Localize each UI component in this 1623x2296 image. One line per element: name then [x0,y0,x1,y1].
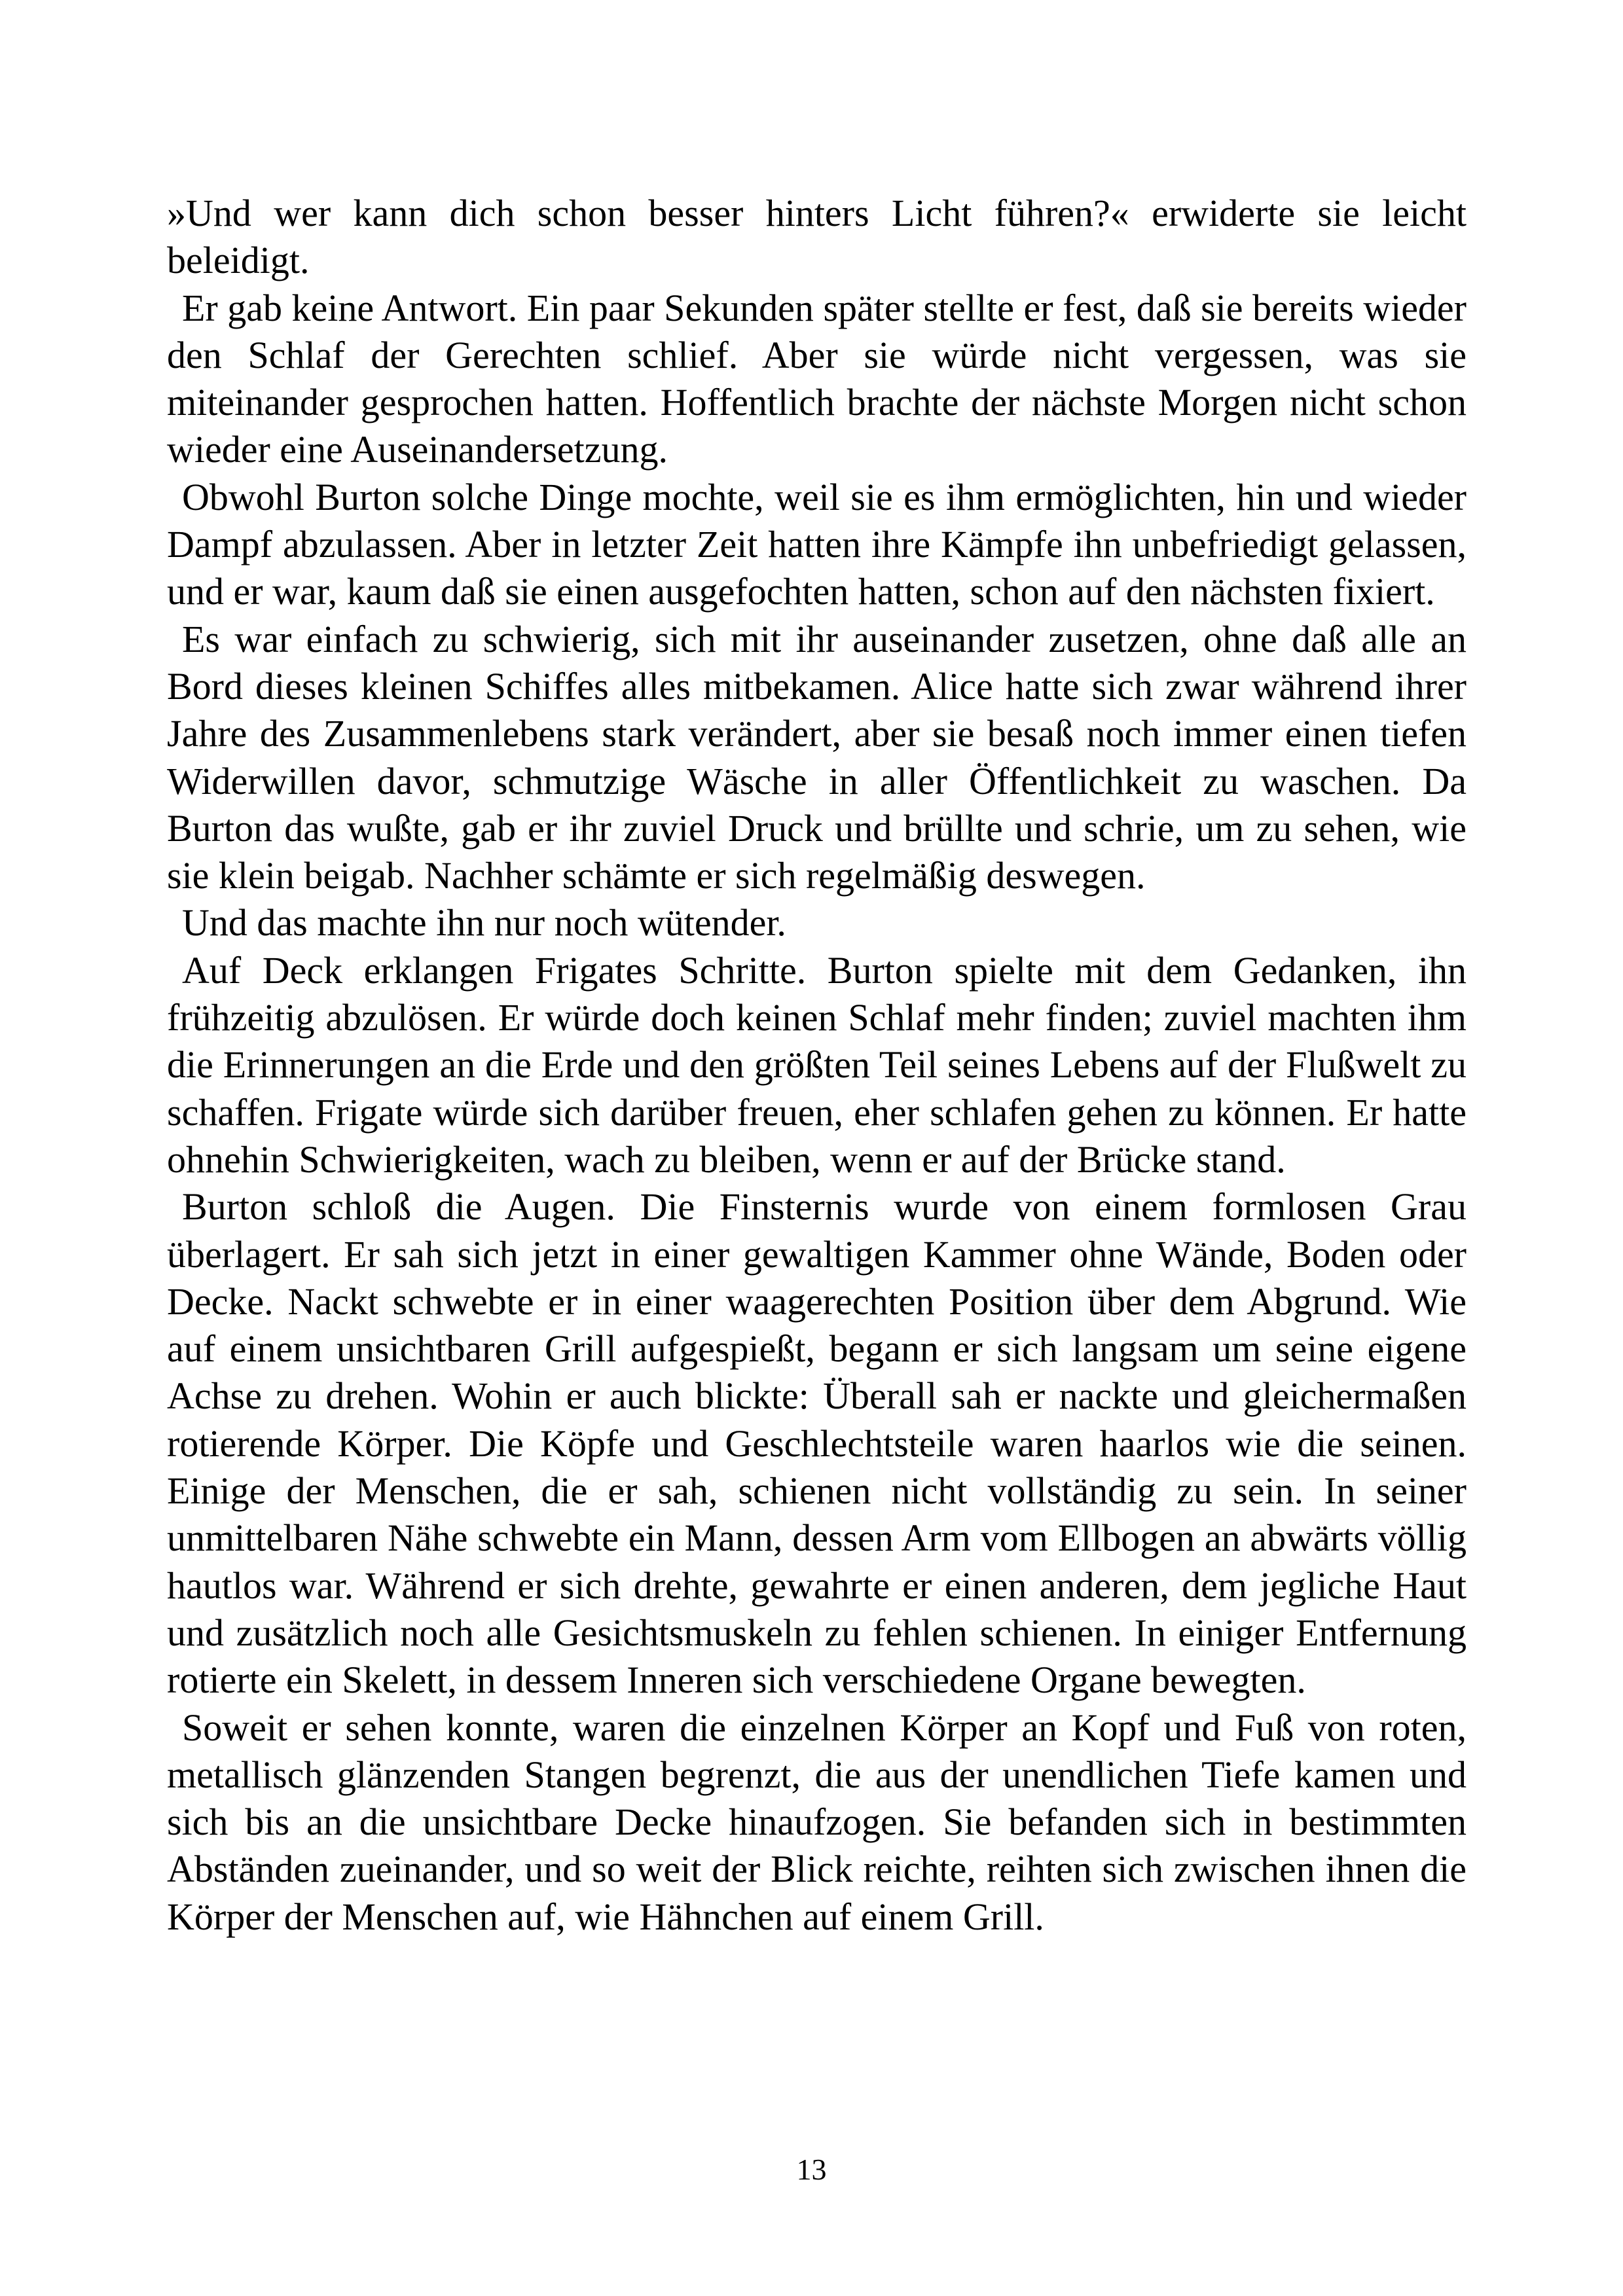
paragraph-1: »Und wer kann dich schon besser hinters Licht führen?« erwiderte sie leicht beleidigt. [167,192,1467,282]
paragraph-2: Er gab keine Antwort. Ein paar Sekunden später stellte er fest, daß sie bereits wieder den Schlaf der Gerechten schlief. Aber sie würde nicht vergessen, was sie miteinander gesprochen hatten. Hoffentlich brachte der nächste Morgen nicht schon wieder eine Auseinandersetzung. [167,286,1467,471]
page-number: 13 [796,2153,827,2186]
page-text-body [167,190,1467,1941]
paragraph-8: Soweit er sehen konnte, waren die einzelnen Körper an Kopf und Fuß von roten, metallisch glänzenden Stangen begrenzt, die aus der unendlichen Tiefe kamen und sich bis an die unsichtbare Decke hinaufzogen. Sie befanden sich in bestimmten Abständen zueinander, und so weit der Blick reichte, reihten sich zwischen ihnen die Körper der Menschen auf, wie Hähnchen auf einem Grill. [167,1706,1467,1938]
paragraph-5: Und das machte ihn nur noch wütender. [182,901,786,944]
paragraph-6: Auf Deck erklangen Frigates Schritte. Burton spielte mit dem Gedanken, ihn frühzeitig abzulösen. Er würde doch keinen Schlaf mehr finden; zuviel machten ihm die Erinnerungen an die Erde und den größten Teil seines Lebens auf der Flußwelt zu schaffen. Frigate würde sich darüber freuen, eher schlafen gehen zu können. Er hatte ohnehin Schwierigkeiten, wach zu bleiben, wenn er auf der Brücke stand. [167,948,1467,1181]
paragraph-4: Es war einfach zu schwierig, sich mit ihr auseinander zusetzen, ohne daß alle an Bord dieses kleinen Schiffes alles mitbekamen. Alice hatte sich zwar während ihrer Jahre des Zusammenlebens stark verändert, aber sie besaß noch immer einen tiefen Widerwillen davor, schmutzige Wäsche in aller Öffentlichkeit zu waschen. Da Burton das wußte, gab er ihr zuviel Druck und brüllte und schrie, um zu sehen, wie sie klein beigab. Nachher schämte er sich regelmäßig deswegen. [167,617,1467,897]
paragraph-7: Burton schloß die Augen. Die Finsternis wurde von einem formlosen Grau überlagert. Er sah sich jetzt in einer gewaltigen Kammer ohne Wände, Boden oder Decke. Nackt schwebte er in einer waagerechten Position über dem Abgrund. Wie auf einem unsichtbaren Grill aufgespießt, begann er sich langsam um seine eigene Achse zu drehen. Wohin er auch blickte: Überall sah er nackte und gleichermaßen rotierende Körper. Die Köpfe und Geschlechtsteile waren haarlos wie die seinen. Einige der Menschen, die er sah, schienen nicht vollständig zu sein. In seiner unmittelbaren Nähe schwebte ein Mann, dessen Arm vom Ellbogen an abwärts völlig hautlos war. Während er sich drehte, gewahrte er einen anderen, dem jegliche Haut und zusätzlich noch alle Gesichtsmuskeln zu fehlen schienen. In einiger Entfernung rotierte ein Skelett, in dessem Inneren sich verschiedene Organe bewegten. [167,1185,1467,1702]
paragraph-3: Obwohl Burton solche Dinge mochte, weil sie es ihm ermöglichten, hin und wieder Dampf abzulassen. Aber in letzter Zeit hatten ihre Kämpfe ihn unbefriedigt gelassen, und er war, kaum daß sie einen ausgefochten hatten, schon auf den nächsten fixiert. [167,475,1467,613]
